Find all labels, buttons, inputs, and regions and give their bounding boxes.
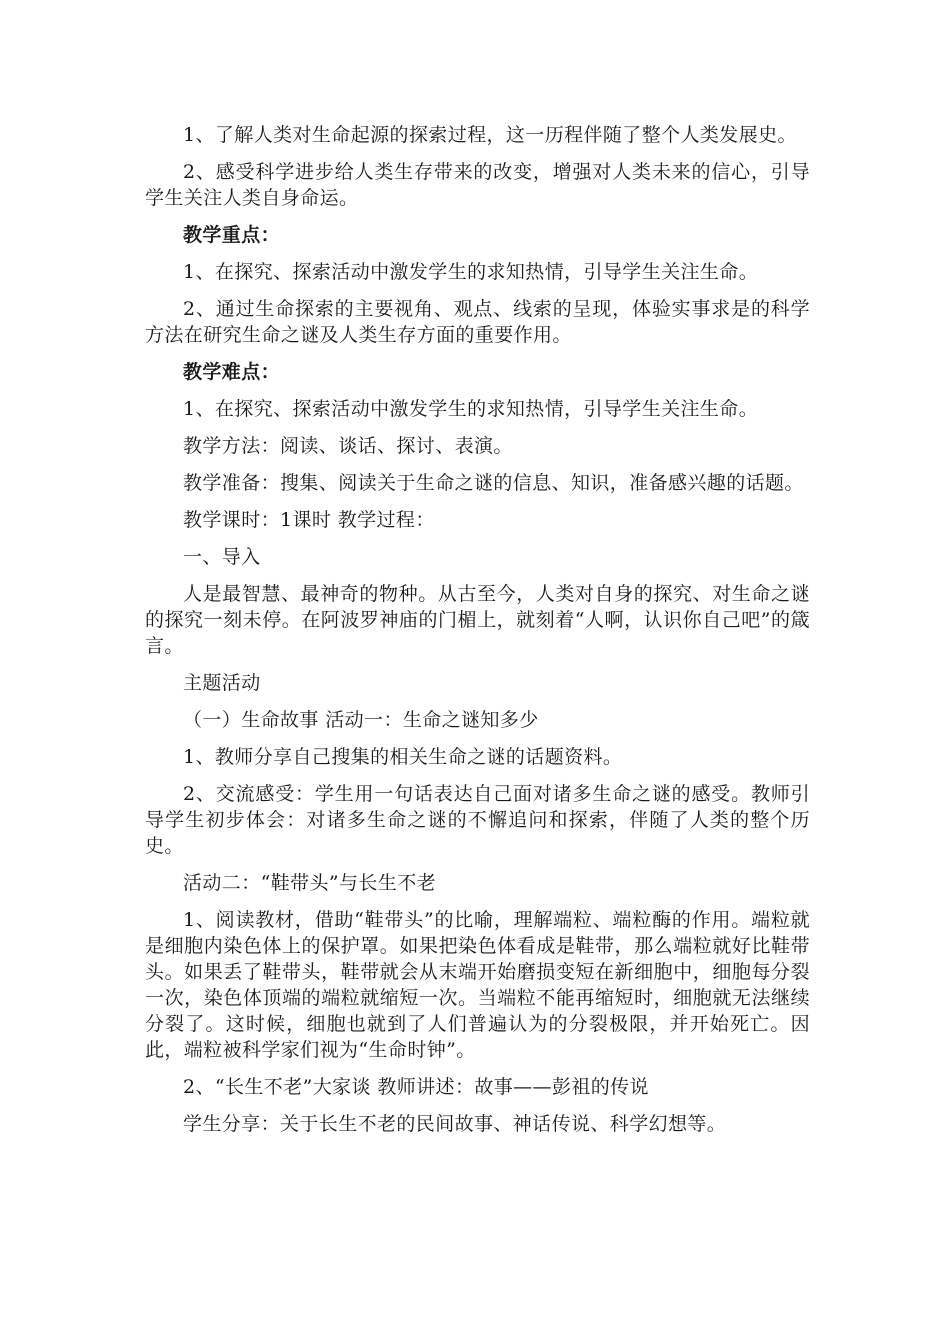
paragraph-difficulty-1: 1、在探究、探索活动中激发学生的求知热情，引导学生关注生命。	[183, 398, 759, 420]
paragraph-student-share: 学生分享：关于长生不老的民间故事、神话传说、科学幻想等。	[183, 1113, 727, 1135]
heading-activity-1: （一）生命故事 活动一：生命之谜知多少	[183, 709, 539, 731]
paragraph-preparation: 教学准备：搜集、阅读关于生命之谜的信息、知识，准备感兴趣的话题。	[183, 472, 804, 494]
heading-introduction: 一、导入	[183, 546, 261, 568]
paragraph-introduction: 人是最智慧、最神奇的物种。从古至今，人类对自身的探究、对生命之谜的探究一刻未停。在阿波罗神庙的门楣上，就刻着“人啊，认识你自己吧”的箴言。	[145, 583, 810, 657]
paragraph-activity-2-step-2: 2、“长生不老”大家谈 教师讲述：故事——彭祖的传说	[183, 1076, 649, 1098]
heading-key-points: 教学重点：	[183, 224, 281, 246]
paragraph-class-hours: 教学课时：1课时 教学过程：	[183, 509, 435, 531]
paragraph-methods: 教学方法：阅读、谈话、探讨、表演。	[183, 435, 513, 457]
paragraph-activity-1-step-1: 1、教师分享自己搜集的相关生命之谜的话题资料。	[183, 746, 623, 768]
heading-difficulties: 教学难点：	[183, 361, 281, 383]
paragraph-activity-2-step-1: 1、阅读教材，借助“鞋带头”的比喻，理解端粒、端粒酶的作用。端粒就是细胞内染色体上的保护罩。如果把染色体看成是鞋带，那么端粒就好比鞋带头。如果丢了鞋带头，鞋带就会从末端开始磨损变短在新细胞中，细胞每分裂一次，染色体顶端的端粒就缩短一次。当端粒不能再缩短时，细胞就无法继续分裂了。这时候，细胞也就到了人们普遍认为的分裂极限，并开始死亡。因此，端粒被科学家们视为“生命时钟”。	[145, 909, 810, 1061]
paragraph-key-point-1: 1、在探究、探索活动中激发学生的求知热情，引导学生关注生命。	[183, 261, 759, 283]
paragraph-activity-1-step-2: 2、交流感受：学生用一句话表达自己面对诸多生命之谜的感受。教师引导学生初步体会：对诸多生命之谜的不懈追问和探索，伴随了人类的整个历史。	[145, 783, 810, 857]
heading-activity-2: 活动二：“鞋带头”与长生不老	[183, 872, 437, 894]
paragraph-goal-2: 2、感受科学进步给人类生存带来的改变，增强对人类未来的信心，引导学生关注人类自身命运。	[145, 161, 810, 209]
heading-theme-activity: 主题活动	[183, 672, 261, 694]
paragraph-goal-1: 1、了解人类对生命起源的探索过程，这一历程伴随了整个人类发展史。	[183, 124, 797, 146]
document-body	[145, 122, 810, 1148]
paragraph-key-point-2: 2、通过生命探索的主要视角、观点、线索的呈现，体验实事求是的科学方法在研究生命之谜及人类生存方面的重要作用。	[145, 298, 810, 346]
